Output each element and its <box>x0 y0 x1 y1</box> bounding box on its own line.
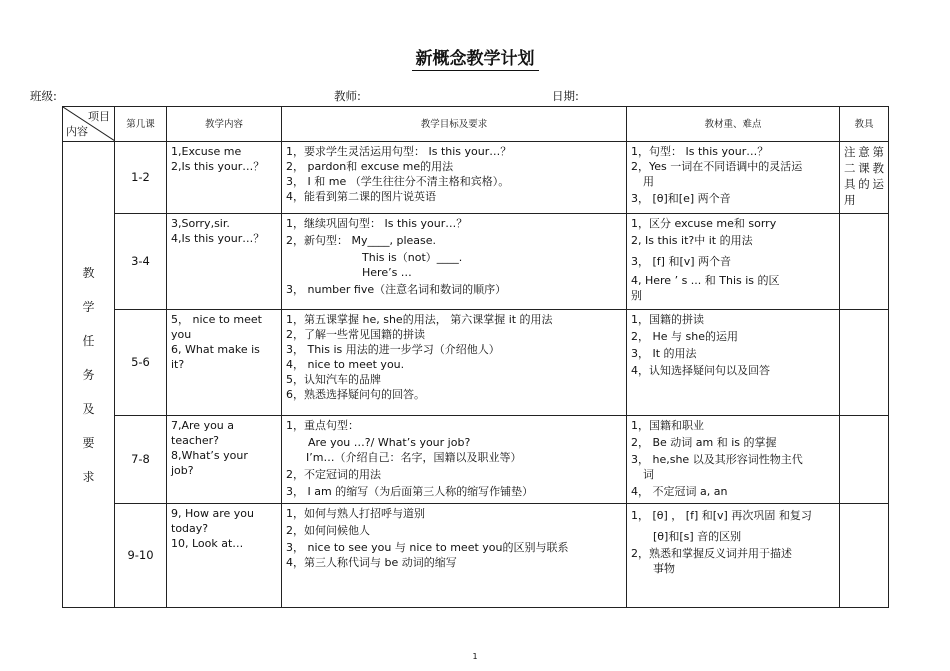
key-point-line: 4， 不定冠词 a, an <box>631 485 728 498</box>
goals-cell <box>282 142 627 214</box>
section-label-cell <box>63 142 115 608</box>
key-points-cell <box>627 416 840 504</box>
goal-line: 2，了解一些常见国籍的拼读 <box>286 328 425 341</box>
goal-line: 2，如何问候他人 <box>286 524 370 537</box>
page-title: 新概念教学计划 <box>0 44 950 69</box>
key-point-line: 用 <box>643 175 654 188</box>
corner-label-top: 项目 <box>88 110 110 123</box>
content-line: 10, Look at… <box>171 537 244 550</box>
key-points-cell <box>627 214 840 310</box>
table-row <box>63 142 889 214</box>
content-line: 7,Are you a <box>171 419 235 432</box>
table-row <box>63 310 889 416</box>
content-line: 2,Is this your…？ <box>171 160 265 173</box>
content-line: 1,Excuse me <box>171 145 242 158</box>
section-char: 求 <box>82 469 95 484</box>
key-point-line: 事物 <box>653 562 675 575</box>
lesson-plan-table <box>62 106 889 608</box>
goal-line: 2，新句型： My____, please. <box>286 234 437 247</box>
goal-line: 1，第五课掌握 he, she的用法， 第六课掌握 it 的用法 <box>286 313 553 326</box>
goal-line: 3， number five（注意名词和数词的顺序） <box>286 283 507 296</box>
content-line: today? <box>171 522 209 535</box>
content-cell <box>167 416 282 504</box>
header-tools: 教具 <box>840 107 889 142</box>
key-point-line: 2， Be 动词 am 和 is 的掌握 <box>631 436 777 449</box>
content-line: 9, How are you <box>171 507 254 520</box>
content-cell <box>167 142 282 214</box>
key-point-line: 3， [f] 和[v] 两个音 <box>631 255 732 268</box>
goal-line: 6，熟悉选择疑问句的回答。 <box>286 388 425 401</box>
goals-cell <box>282 214 627 310</box>
section-char: 教 <box>82 265 95 280</box>
content-line: job? <box>171 464 194 477</box>
key-point-line: 2, Is this it?中 it 的用法 <box>631 234 753 247</box>
content-line: you <box>171 328 192 341</box>
goal-line: 3， I am 的缩写（为后面第三人称的缩写作铺垫） <box>286 485 534 498</box>
goals-cell <box>282 504 627 608</box>
header-goals: 教学目标及要求 <box>282 107 627 142</box>
key-point-line: 4, Here ’ s ... 和 This is 的区 <box>631 274 780 287</box>
section-char: 及 <box>82 401 95 416</box>
content-cell <box>167 504 282 608</box>
key-points-cell <box>627 142 840 214</box>
goal-line: 1，要求学生灵活运用句型： Is this your…？ <box>286 145 512 158</box>
goal-line: 2，不定冠词的用法 <box>286 468 381 481</box>
page-number: 1 <box>472 652 478 661</box>
table-row <box>63 504 889 608</box>
section-char: 任 <box>82 333 95 348</box>
key-point-line: 词 <box>643 468 654 481</box>
key-point-line: 1， [θ] ， [f] 和[v] 再次巩固 和复习 <box>631 509 812 522</box>
tools-cell <box>840 416 889 504</box>
table-row <box>63 214 889 310</box>
tools-cell: 注意第二课教具的运用 <box>840 142 889 214</box>
key-point-line: 1，区分 excuse me和 sorry <box>631 217 777 230</box>
content-line: 6, What make is <box>171 343 260 356</box>
section-char: 务 <box>82 367 95 382</box>
goals-cell <box>282 310 627 416</box>
key-point-line: 2，熟悉和掌握反义词并用于描述 <box>631 547 792 560</box>
goal-line: 4， nice to meet you. <box>286 358 405 371</box>
lesson-number: 5-6 <box>115 310 167 416</box>
key-point-line: 1，句型： Is this your…？ <box>631 145 769 158</box>
key-point-line: 3， It 的用法 <box>631 347 697 360</box>
key-point-line: 3， [θ]和[e] 两个音 <box>631 192 731 205</box>
section-char: 学 <box>82 299 95 314</box>
goal-line: This is（not）____. <box>362 251 463 264</box>
content-line: teacher? <box>171 434 219 447</box>
goal-line: 1，继续巩固句型： Is this your…？ <box>286 217 468 230</box>
key-point-line: 1，国籍的拼读 <box>631 313 704 326</box>
key-point-line: [θ]和[s] 音的区别 <box>653 530 742 543</box>
class-label: 班级: <box>30 89 57 103</box>
goals-cell <box>282 416 627 504</box>
section-char: 要 <box>82 435 95 450</box>
teacher-label: 教师: <box>334 89 361 103</box>
key-point-line: 1，国籍和职业 <box>631 419 704 432</box>
header-lesson-no: 第几课 <box>115 107 167 142</box>
key-point-line: 4，认知选择疑问句以及回答 <box>631 364 770 377</box>
lesson-number: 1-2 <box>115 142 167 214</box>
key-point-line: 3， he,she 以及其形容词性物主代 <box>631 453 803 466</box>
lesson-number: 3-4 <box>115 214 167 310</box>
content-line: it? <box>171 358 185 371</box>
content-cell <box>167 214 282 310</box>
goal-line: 1，重点句型： <box>286 419 359 432</box>
goal-line: 5，认知汽车的品牌 <box>286 373 381 386</box>
key-point-line: 2，Yes 一词在不同语调中的灵活运 <box>631 160 803 173</box>
key-point-line: 2， He 与 she的运用 <box>631 330 738 343</box>
tools-cell <box>840 214 889 310</box>
key-points-cell <box>627 504 840 608</box>
tools-cell <box>840 504 889 608</box>
header-key-points: 教材重、难点 <box>627 107 840 142</box>
date-label: 日期: <box>552 89 579 103</box>
key-point-line: 别 <box>631 289 642 302</box>
content-cell <box>167 310 282 416</box>
goal-line: 4，第三人称代词与 be 动词的缩写 <box>286 556 457 569</box>
goal-line: I’m…（介绍自己：名字，国籍以及职业等） <box>306 451 522 464</box>
header-row <box>63 107 889 142</box>
table-row <box>63 416 889 504</box>
key-points-cell <box>627 310 840 416</box>
header-content: 教学内容 <box>167 107 282 142</box>
lesson-number: 9-10 <box>115 504 167 608</box>
goal-line: Here’s … <box>362 266 412 279</box>
content-line: 5， nice to meet <box>171 313 262 326</box>
diagonal-header-cell <box>63 107 115 142</box>
content-line: 4,Is this your…？ <box>171 232 265 245</box>
goal-line: 3， I 和 me （学生往往分不清主格和宾格）。 <box>286 175 510 188</box>
corner-label-bottom: 内容 <box>66 125 88 138</box>
goal-line: Are you …?/ What’s your job? <box>308 436 471 449</box>
goal-line: 3， This is 用法的进一步学习（介绍他人） <box>286 343 500 356</box>
goal-line: 4，能看到第二课的图片说英语 <box>286 190 436 203</box>
goal-line: 3， nice to see you 与 nice to meet you的区别与联系 <box>286 541 569 554</box>
goal-line: 2， pardon和 excuse me的用法 <box>286 160 454 173</box>
lesson-number: 7-8 <box>115 416 167 504</box>
content-line: 3,Sorry,sir. <box>171 217 230 230</box>
goal-line: 1，如何与熟人打招呼与道别 <box>286 507 425 520</box>
content-line: 8,What’s your <box>171 449 248 462</box>
tools-cell <box>840 310 889 416</box>
